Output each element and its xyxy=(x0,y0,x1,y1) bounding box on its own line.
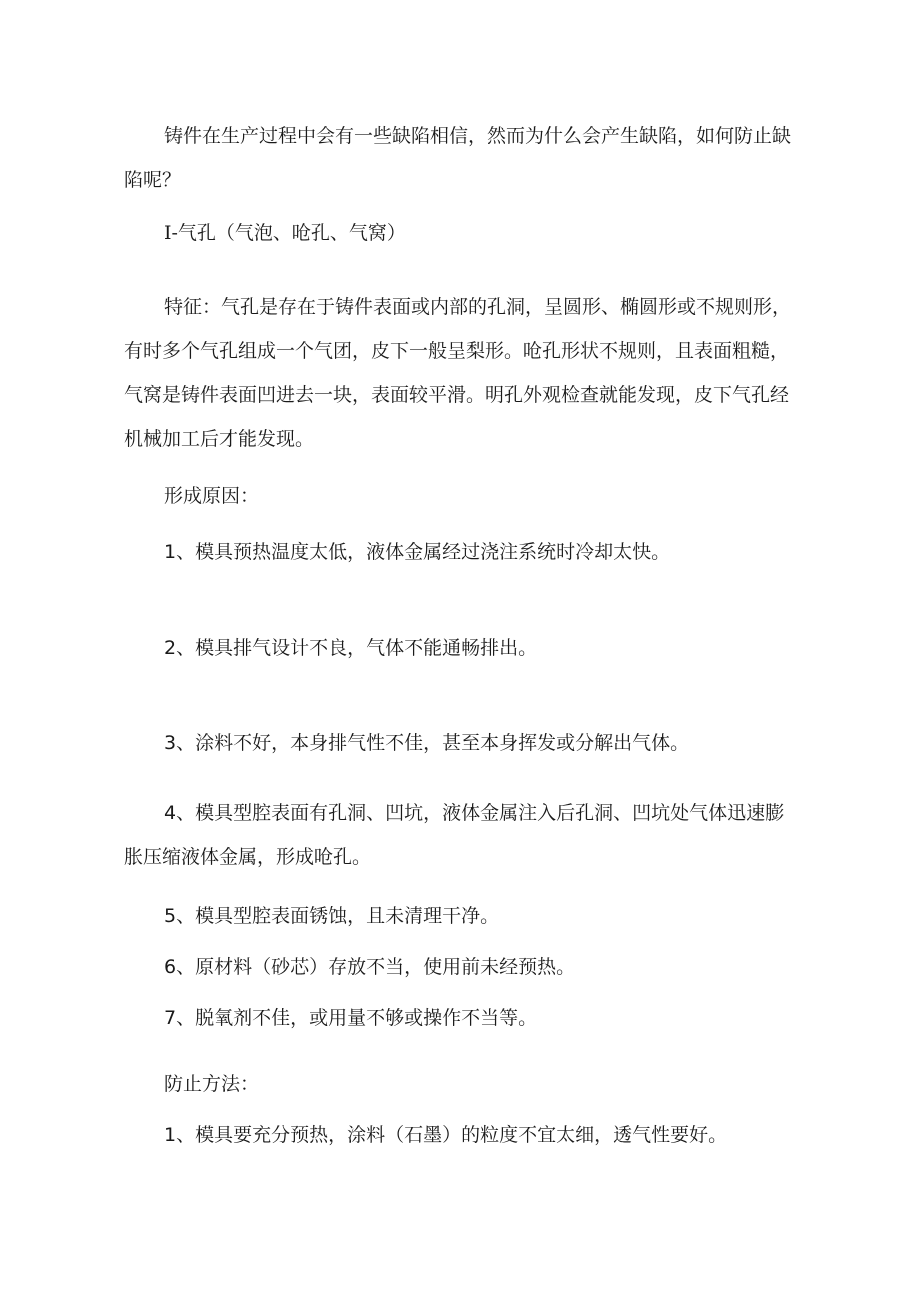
cause-item-1: 1、模具预热温度太低，液体金属经过浇注系统时冷却太快。 xyxy=(164,541,671,563)
cause-item-6: 6、原材料（砂芯）存放不当，使用前未经预热。 xyxy=(164,956,576,978)
cause-item-7: 7、脱氧剂不佳，或用量不够或操作不当等。 xyxy=(164,1007,538,1029)
cause-item-2: 2、模具排气设计不良，气体不能通畅排出。 xyxy=(164,637,538,659)
prevention-heading: 防止方法： xyxy=(164,1073,260,1095)
feature-paragraph: 特征：气孔是存在于铸件表面或内部的孔洞，呈圆形、椭圆形或不规则形，有时多个气孔组成一个气团，皮下一般呈梨形。呛孔形状不规则，且表面粗糙，气窝是铸件表面凹进去一块，表面较平滑。明孔外观检查就能发现，皮下气孔经机械加工后才能发现。 xyxy=(124,296,792,450)
cause-item-4: 4、模具型腔表面有孔洞、凹坑，液体金属注入后孔洞、凹坑处气体迅速膨胀压缩液体金属，形成呛孔。 xyxy=(124,802,785,868)
cause-item-5: 5、模具型腔表面锈蚀，且未清理干净。 xyxy=(164,905,500,927)
causes-heading: 形成原因： xyxy=(164,485,260,507)
intro-paragraph: 铸件在生产过程中会有一些缺陷相信，然而为什么会产生缺陷，如何防止缺陷呢？ xyxy=(124,125,792,191)
prevention-item-1: 1、模具要充分预热，涂料（石墨）的粒度不宜太细，透气性要好。 xyxy=(164,1124,728,1146)
section-title: I-气孔（气泡、呛孔、气窝） xyxy=(164,222,406,244)
cause-item-3: 3、涂料不好，本身排气性不佳，甚至本身挥发或分解出气体。 xyxy=(164,732,690,754)
